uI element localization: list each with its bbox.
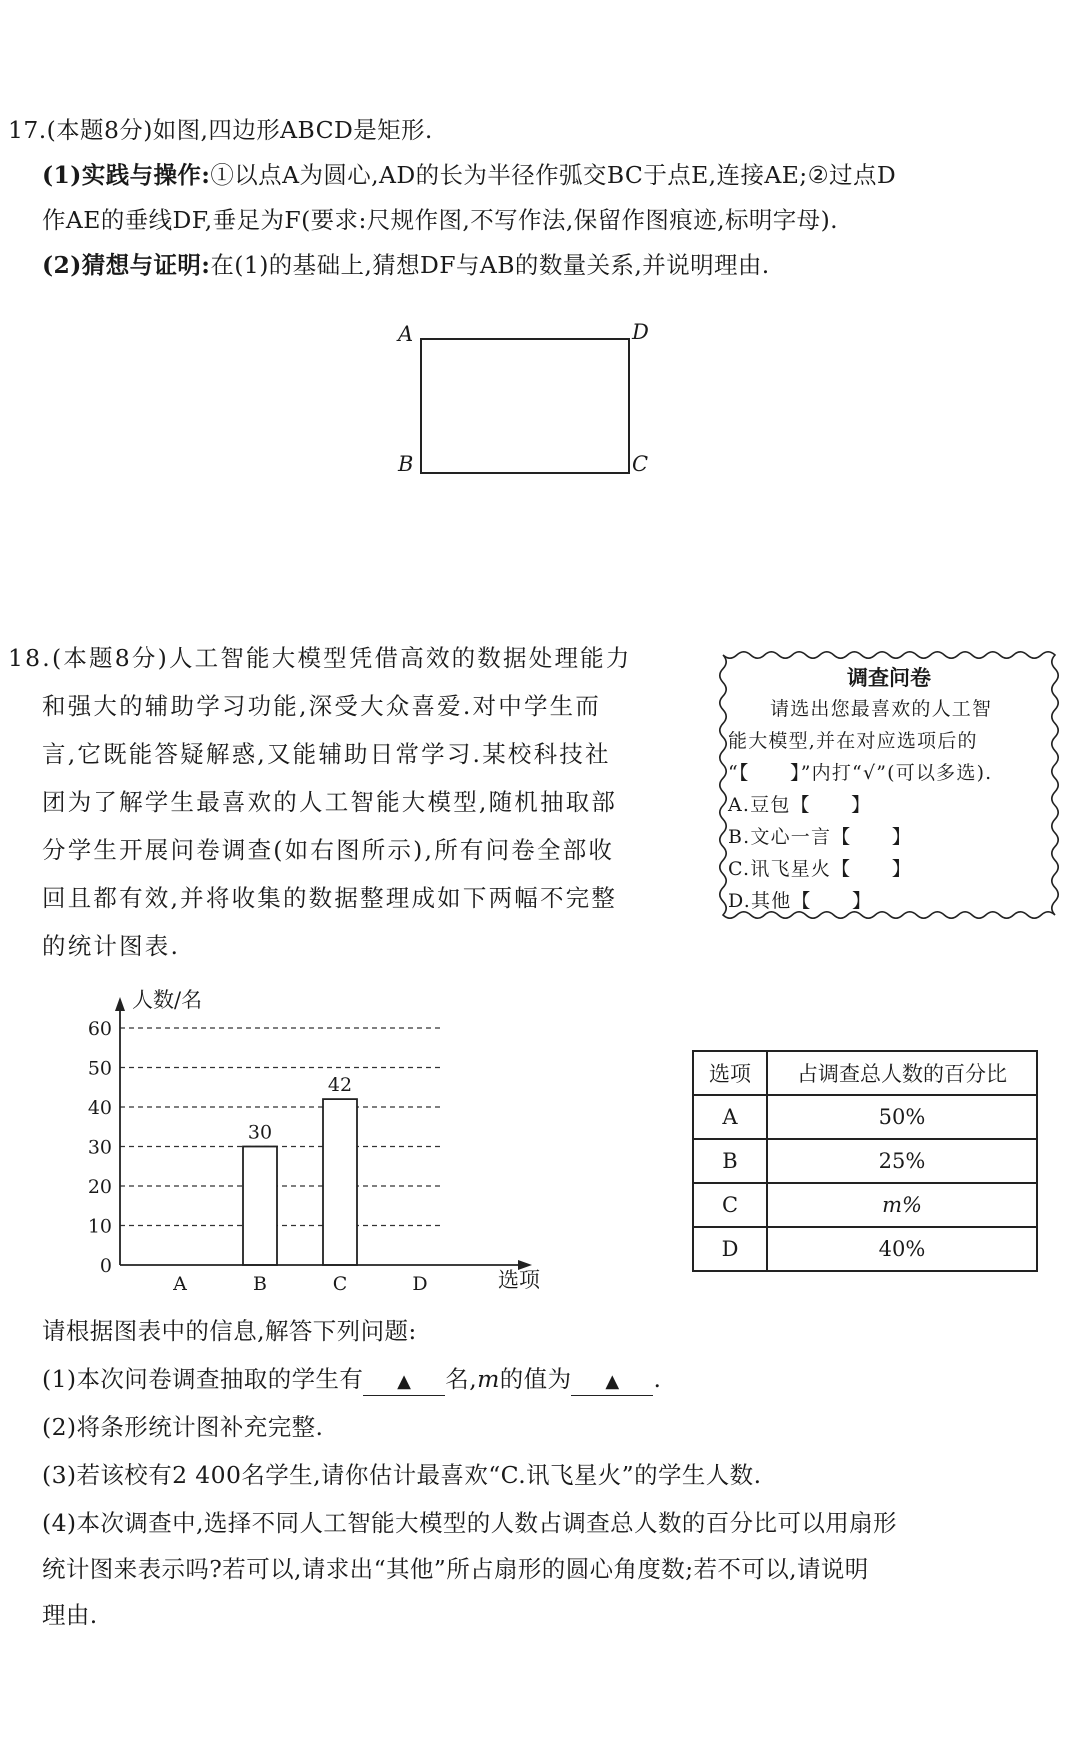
point-d-label: D [632,320,649,344]
q17-part2 [42,248,770,282]
x-tick-label: A [173,1273,187,1295]
q18-line: 团为了解学生最喜欢的人工智能大模型,随机抽取部 [42,788,618,816]
survey-option-a: A.豆包【 】 [728,794,872,816]
table-cell-option: C [693,1183,767,1227]
q17-title: 17.(本题8分)如图,四边形ABCD是矩形. [8,116,433,144]
x-axis-label: 选项 [498,1268,540,1292]
q18-line: 18.(本题8分)人工智能大模型凭借高效的数据处理能力 [8,644,632,672]
q18-sub4-line3: 理由. [42,1601,98,1629]
point-a-label: A [398,322,414,346]
y-tick-label: 50 [87,1057,112,1080]
q17-part1-line2: 作AE的垂线DF,垂足为F(要求:尺规作图,不写作法,保留作图痕迹,标明字母). [42,206,839,234]
survey-option-c: C.讯飞星火【 】 [728,858,912,880]
point-c-label: C [632,452,649,476]
answer-blank-2: ▲ [571,1369,653,1396]
bar-data-label: 42 [327,1074,353,1097]
percentage-table [692,1050,1038,1272]
survey-box [718,650,1060,920]
q18-prompt: 请根据图表中的信息,解答下列问题: [42,1317,417,1345]
q18-line: 和强大的辅助学习功能,深受大众喜爱.对中学生而 [42,692,602,720]
q18-line: 回且都有效,并将收集的数据整理成如下两幅不完整 [42,884,618,912]
q18-line: 分学生开展问卷调查(如右图所示),所有问卷全部收 [42,836,615,864]
table-cell-percent: 50% [767,1095,1037,1139]
bar-data-label: 30 [247,1121,273,1144]
q18-line: 的统计图表. [42,932,181,960]
survey-line: “【 】”内打“√”(可以多选). [728,762,993,784]
table-cell-option: D [693,1227,767,1271]
q18-sub3: (3)若该校有2 400名学生,请你估计最喜欢“C.讯飞星火”的学生人数. [42,1461,762,1489]
bar-c [323,1099,357,1265]
x-tick-label: B [253,1273,267,1295]
sub1-end: . [653,1365,662,1393]
table-row [693,1227,1037,1271]
y-tick-label: 30 [87,1136,112,1159]
survey-title: 调查问卷 [847,665,931,690]
point-b-label: B [398,452,414,476]
table-row [693,1139,1037,1183]
q17-part2-text: 在(1)的基础上,猜想DF与AB的数量关系,并说明理由. [210,251,770,279]
table-cell-percent: m% [767,1183,1037,1227]
y-tick-label: 10 [87,1215,112,1238]
bar-chart [80,985,580,1295]
q17-part1-text: ①以点A为圆心,AD的长为半径作弧交BC于点E,连接AE;②过点D [210,161,897,189]
q18-line: 言,它既能答疑解惑,又能辅助日常学习.某校科技社 [42,740,611,768]
x-tick-label: D [412,1273,428,1295]
survey-line: 能大模型,并在对应选项后的 [728,730,978,752]
table-cell-percent: 40% [767,1227,1037,1271]
y-tick-label: 40 [87,1097,112,1119]
sub1-text: (1)本次问卷调查抽取的学生有 [42,1365,364,1393]
table-cell-option: B [693,1139,767,1183]
q18-sub2: (2)将条形统计图补充完整. [42,1413,324,1441]
table-header-option: 选项 [693,1051,767,1095]
q17-part2-keyword: (2)猜想与证明: [42,251,211,279]
survey-option-d: D.其他【 】 [728,890,873,912]
q18-sub1 [42,1362,661,1396]
table-row [693,1183,1037,1227]
rectangle-abcd [420,338,630,474]
y-tick-label: 20 [87,1176,112,1198]
bar-b [243,1147,277,1266]
sub1-text: 名, [445,1365,478,1393]
y-tick-label: 0 [99,1255,112,1277]
q18-sub4-line1: (4)本次调查中,选择不同人工智能大模型的人数占调查总人数的百分比可以用扇形 [42,1509,897,1537]
y-axis-arrow [115,997,125,1011]
survey-line: 请选出您最喜欢的人工智 [770,698,993,720]
sub1-text: 的值为 [499,1365,572,1393]
table-row [693,1095,1037,1139]
answer-blank-1: ▲ [363,1369,445,1396]
y-tick-label: 60 [87,1018,112,1040]
q17-part1-line1 [42,158,896,192]
table-header-row [693,1051,1037,1095]
table-cell-percent: 25% [767,1139,1037,1183]
survey-option-b: B.文心一言【 】 [728,826,913,848]
table-cell-option: A [693,1095,767,1139]
q18-sub4-line2: 统计图来表示吗?若可以,请求出“其他”所占扇形的圆心角度数;若不可以,请说明 [42,1555,869,1583]
q17-part1-keyword: (1)实践与操作: [42,161,211,189]
sub1-variable-m: m [477,1365,500,1393]
table-header-percent: 占调查总人数的百分比 [767,1051,1037,1095]
x-tick-label: C [332,1273,348,1295]
y-axis-label: 人数/名 [132,988,203,1012]
